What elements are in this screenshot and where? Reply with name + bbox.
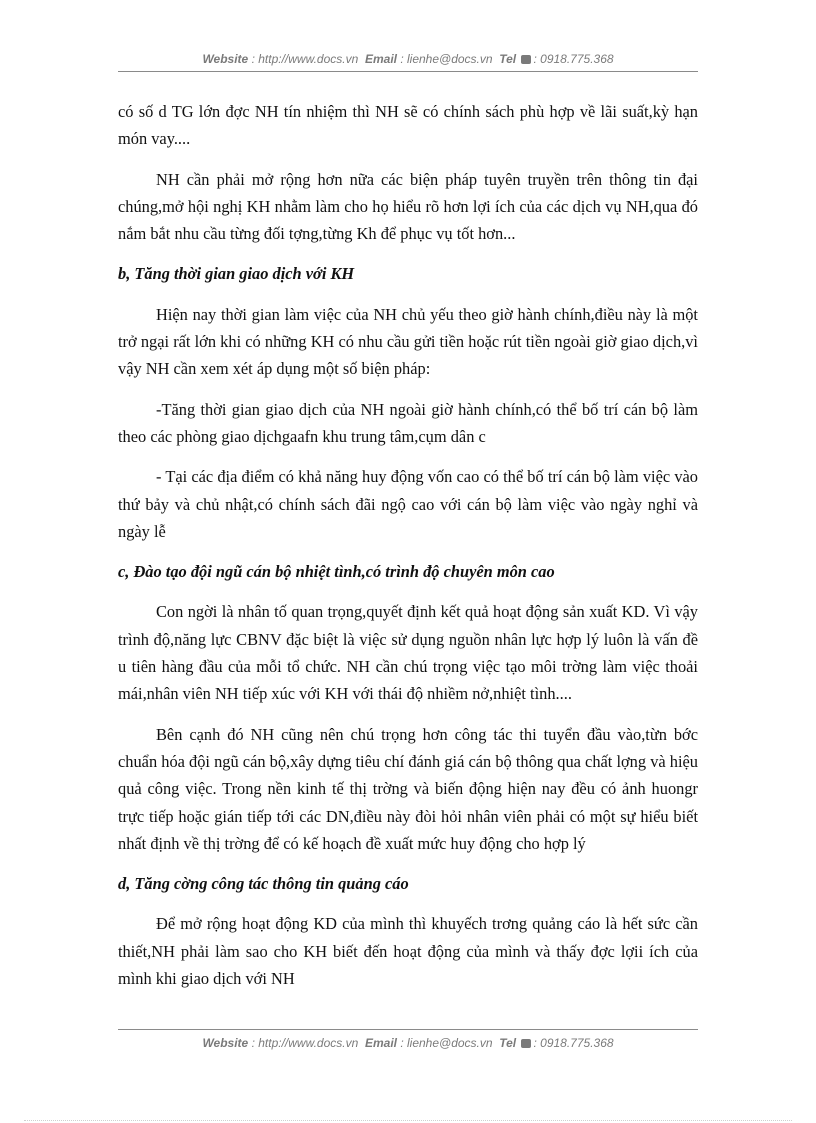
paragraph-5: - Tại các địa điểm có khả năng huy động vốn cao có thể bố trí cán bộ làm việc vào thứ bảy và chủ nhật,có chính sách đãi ngộ cao với cán bộ làm việc vào ngày nghỉ và ngày lễ: [118, 467, 698, 541]
header-tel-label: Tel: [499, 52, 517, 66]
paragraph-7: Bên cạnh đó NH cũng nên chú trọng hơn công tác thi tuyển đầu vào,từn bớc chuẩn hóa đội ngũ cán bộ,xây dựng tiêu chí đánh giá cán bộ thông qua chất lợng và hiệu quả công việc. Trong nền kinh tế thị trờng và biến động hiện nay đều có ảnh huongr trực tiếp hoặc gián tiếp tới các DN,điều này đòi hỏi nhân viên phải có một sự hiểu biết nhất định về thị trờng để có kế hoạch đề xuất mức huy động cho hợp lý: [118, 724, 698, 853]
header-website-label: Website: [202, 52, 249, 66]
footer-website-value: : http://www.docs.vn: [251, 1036, 359, 1050]
footer-email-label: Email: [364, 1036, 397, 1050]
paragraph-2: NH cần phải mở rộng hơn nữa các biện pháp tuyên truyền trên thông tin đại chúng,mở hội nghị KH nhằm làm cho họ hiểu rõ hơn lợi ích của các dịch vụ NH,qua đó nắm bắt nhu cầu từng đối tợng,từng Kh để phục vụ tốt hơn...: [118, 169, 698, 244]
paragraph-6: Con ngời là nhân tố quan trọng,quyết định kết quả hoạt động sản xuất KD. Vì vậy trình độ,năng lực CBNV đặc biệt là việc sử dụng nguồn nhân lực hợp lý luôn là vấn đề u tiên hàng đầu của mỗi tổ chức. NH cần chú trọng việc tạo môi trờng làm việc thoải mái,nhân viên NH tiếp xúc với KH với thái độ nhiềm nở,nhiệt tình....: [118, 602, 698, 704]
document-body: [118, 98, 698, 1005]
phone-icon: [521, 1039, 531, 1048]
page-edge-dotted-line: [24, 1120, 792, 1121]
paragraph-4: -Tăng thời gian giao dịch của NH ngoài giờ hành chính,có thể bố trí cán bộ làm theo các phòng giao dịchgaafn khu trung tâm,cụm dân c: [118, 399, 698, 446]
header-tel-value: : 0918.775.368: [533, 52, 614, 66]
footer-email-value: : lienhe@docs.vn: [400, 1036, 493, 1050]
paragraph-8: Để mở rộng hoạt động KD của mình thì khuyếch trơng quảng cáo là hết sức cần thiết,NH phải làm sao cho KH biết đến hoạt động của mình và thấy đợc lợii ích của mình khi giao dịch với NH: [118, 914, 698, 989]
page-footer: [118, 1036, 698, 1050]
header-website-value: : http://www.docs.vn: [251, 52, 359, 66]
footer-tel-label: Tel: [499, 1036, 517, 1050]
section-heading-d: d, Tăng cờng công tác thông tin quảng cáo: [118, 874, 409, 894]
footer-tel-value: : 0918.775.368: [533, 1036, 614, 1050]
section-heading-c: c, Đào tạo đội ngũ cán bộ nhiệt tình,có trình độ chuyên môn cao: [118, 562, 555, 582]
phone-icon: [521, 55, 531, 64]
section-heading-b: b, Tăng thời gian giao dịch với KH: [118, 264, 355, 284]
page-header: [118, 52, 698, 66]
footer-website-label: Website: [202, 1036, 249, 1050]
header-email-value: : lienhe@docs.vn: [400, 52, 493, 66]
paragraph-3: Hiện nay thời gian làm việc của NH chủ yếu theo giờ hành chính,điều này là một trở ngại rất lớn khi có những KH có nhu cầu gửi tiền hoặc rút tiền ngoài giờ giao dịch,vì vậy NH cần xem xét áp dụng một số biện pháp:: [118, 304, 698, 379]
header-email-label: Email: [364, 52, 397, 66]
paragraph-1: có số d TG lớn đợc NH tín nhiệm thì NH sẽ có chính sách phù hợp về lãi suất,kỳ hạn món vay....: [118, 102, 698, 149]
header-divider: [118, 71, 698, 72]
footer-divider: [118, 1029, 698, 1030]
